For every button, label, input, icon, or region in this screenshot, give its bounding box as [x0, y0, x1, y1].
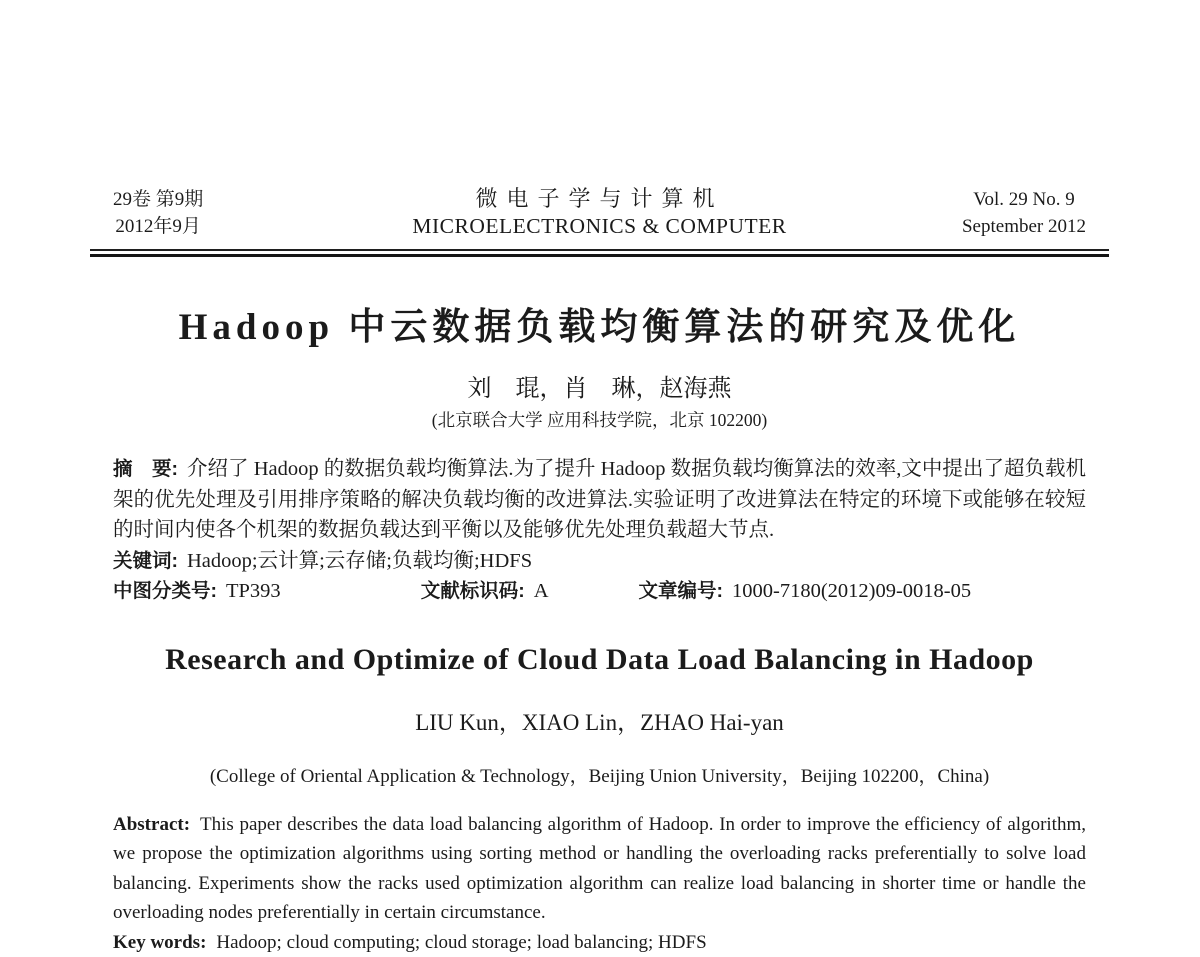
keywords-label-english: Key words:	[113, 932, 206, 953]
journal-name-english: MICROELECTRONICS & COMPUTER	[412, 212, 786, 240]
keywords-text-english: Hadoop; cloud computing; cloud storage; load balancing; HDFS	[216, 932, 706, 953]
clc-value: TP393	[226, 580, 281, 602]
clc-number	[113, 576, 281, 607]
document-code-label: 文献标识码:	[421, 580, 525, 602]
journal-vol-block	[962, 186, 1086, 240]
journal-name-block	[412, 186, 786, 240]
abstract-label-chinese: 摘 要:	[113, 458, 178, 480]
affiliation-chinese: (北京联合大学 应用科技学院，北京 102200)	[113, 408, 1086, 432]
clc-label: 中图分类号:	[113, 580, 217, 602]
journal-header	[113, 186, 1086, 240]
journal-issue-date-cn: 2012年9月	[113, 213, 203, 240]
abstract-english	[113, 810, 1086, 928]
classification-row	[113, 576, 1086, 607]
abstract-text-chinese: 介绍了 Hadoop 的数据负载均衡算法.为了提升 Hadoop 数据负载均衡算法的效率,文中提出了超负载机架的优先处理及引用排序策略的解决负载均衡的改进算法.实验证明了改进算法在特定的环境下或能够在较短的时间内使各个机架的数据负载达到平衡以及能够优先处理负载超大节点.	[113, 458, 1086, 541]
affiliation-english: (College of Oriental Application & Technology，Beijing Union University，Beijing 102200，China)	[113, 764, 1086, 790]
document-code-value: A	[534, 580, 549, 602]
authors-english: LIU Kun，XIAO Lin，ZHAO Hai-yan	[113, 707, 1086, 738]
authors-chinese: 刘 琨，肖 琳，赵海燕	[113, 374, 1086, 404]
header-divider-rule	[90, 249, 1109, 257]
document-code	[421, 576, 549, 607]
journal-date-english: September 2012	[962, 213, 1086, 240]
journal-vol-no: Vol. 29 No. 9	[962, 186, 1086, 213]
keywords-text-chinese: Hadoop;云计算;云存储;负载均衡;HDFS	[187, 550, 532, 572]
abstract-label-english: Abstract:	[113, 814, 190, 835]
article-number-value: 1000-7180(2012)09-0018-05	[732, 580, 971, 602]
journal-name-chinese: 微电子学与计算机	[412, 186, 786, 212]
journal-issue-block	[113, 186, 203, 240]
article-title-english: Research and Optimize of Cloud Data Load Balancing in Hadoop	[113, 639, 1086, 681]
journal-issue-volume-cn: 29卷 第9期	[113, 186, 203, 213]
keywords-chinese	[113, 546, 1086, 577]
article-number-label: 文章编号:	[639, 580, 724, 602]
keywords-label-chinese: 关键词:	[113, 550, 178, 572]
article-number	[639, 576, 972, 607]
abstract-text-english: This paper describes the data load balancing algorithm of Hadoop. In order to improve the efficiency of algorithm, we propose the optimization algorithms using sorting method or handling the overloading racks preferentially to solve load balancing. Experiments show the racks used optimization algorithm can realize load balancing in shorter time or handle the overloading nodes preferentially in certain circumstance.	[113, 814, 1086, 924]
article-title-chinese: Hadoop 中云数据负载均衡算法的研究及优化	[113, 303, 1086, 352]
abstract-chinese	[113, 454, 1086, 546]
keywords-english	[113, 928, 1086, 957]
